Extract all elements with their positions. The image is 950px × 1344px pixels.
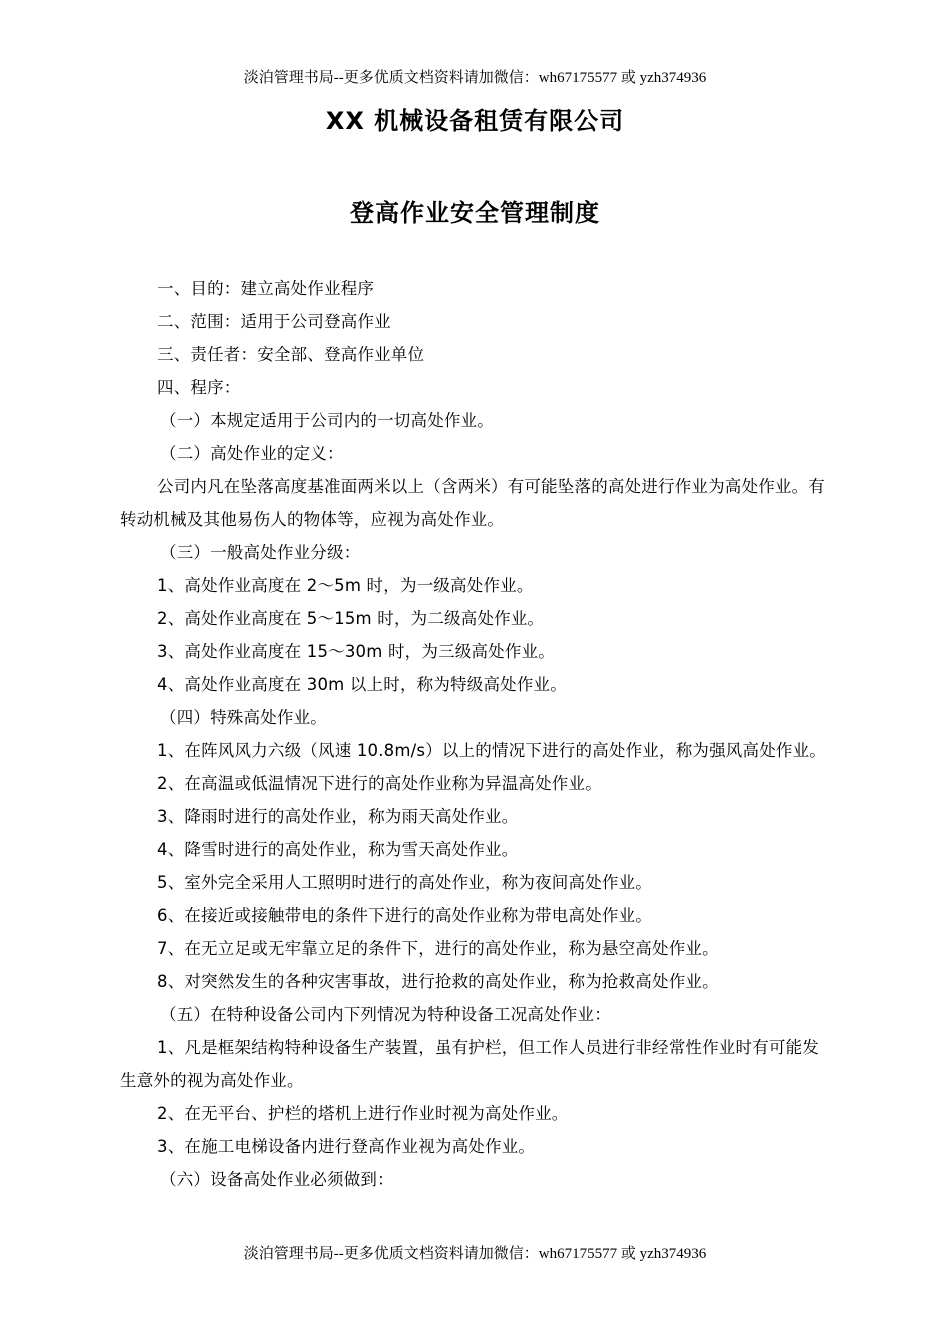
paragraph: 6、在接近或接触带电的条件下进行的高处作业称为带电高处作业。 — [157, 906, 652, 925]
paragraph: 7、在无立足或无牢靠立足的条件下，进行的高处作业，称为悬空高处作业。 — [157, 939, 719, 958]
paragraph: 1、凡是框架结构特种设备生产装置，虽有护栏，但工作人员进行非经常性作业时有可能发生意外的视为高处作业。 — [120, 1038, 819, 1090]
paragraph: （六）设备高处作业必须做到： — [160, 1170, 394, 1189]
paragraph: （一）本规定适用于公司内的一切高处作业。 — [160, 411, 494, 430]
paragraph: 2、在无平台、护栏的塔机上进行作业时视为高处作业。 — [157, 1104, 569, 1123]
paragraph: 1、在阵风风力六级（风速 10.8m/s）以上的情况下进行的高处作业，称为强风高处作业。 — [157, 741, 827, 760]
paragraph: 4、高处作业高度在 30m 以上时，称为特级高处作业。 — [157, 675, 567, 694]
paragraph: 公司内凡在坠落高度基准面两米以上（含两米）有可能坠落的高处进行作业为高处作业。有转动机械及其他易伤人的物体等，应视为高处作业。 — [120, 477, 825, 529]
page-header: 淡泊管理书局--更多优质文档资料请加微信：wh67175577 或 yzh374936 — [243, 70, 707, 86]
document-body — [120, 272, 832, 1196]
paragraph: 四、程序： — [157, 378, 241, 397]
paragraph: 二、范围：适用于公司登高作业 — [157, 312, 391, 331]
paragraph: （四）特殊高处作业。 — [160, 708, 327, 727]
paragraph: 2、高处作业高度在 5～15m 时，为二级高处作业。 — [157, 609, 545, 628]
page-footer: 淡泊管理书局--更多优质文档资料请加微信：wh67175577 或 yzh374936 — [243, 1246, 707, 1262]
paragraph: 2、在高温或低温情况下进行的高处作业称为异温高处作业。 — [157, 774, 602, 793]
document-title: 登高作业安全管理制度 — [350, 199, 600, 227]
paragraph: 三、责任者：安全部、登高作业单位 — [157, 345, 425, 364]
company-name: XX 机械设备租赁有限公司 — [325, 107, 625, 135]
paragraph: 3、在施工电梯设备内进行登高作业视为高处作业。 — [157, 1137, 536, 1156]
paragraph: 8、对突然发生的各种灾害事故，进行抢救的高处作业，称为抢救高处作业。 — [157, 972, 719, 991]
paragraph: 一、目的：建立高处作业程序 — [157, 279, 375, 298]
paragraph: 3、高处作业高度在 15～30m 时，为三级高处作业。 — [157, 642, 555, 661]
paragraph: 4、降雪时进行的高处作业，称为雪天高处作业。 — [157, 840, 519, 859]
paragraph: 3、降雨时进行的高处作业，称为雨天高处作业。 — [157, 807, 519, 826]
paragraph: （五）在特种设备公司内下列情况为特种设备工况高处作业： — [160, 1005, 611, 1024]
paragraph: （二）高处作业的定义： — [160, 444, 344, 463]
paragraph: 5、室外完全采用人工照明时进行的高处作业，称为夜间高处作业。 — [157, 873, 652, 892]
paragraph: （三）一般高处作业分级： — [160, 543, 361, 562]
paragraph: 1、高处作业高度在 2～5m 时，为一级高处作业。 — [157, 576, 534, 595]
